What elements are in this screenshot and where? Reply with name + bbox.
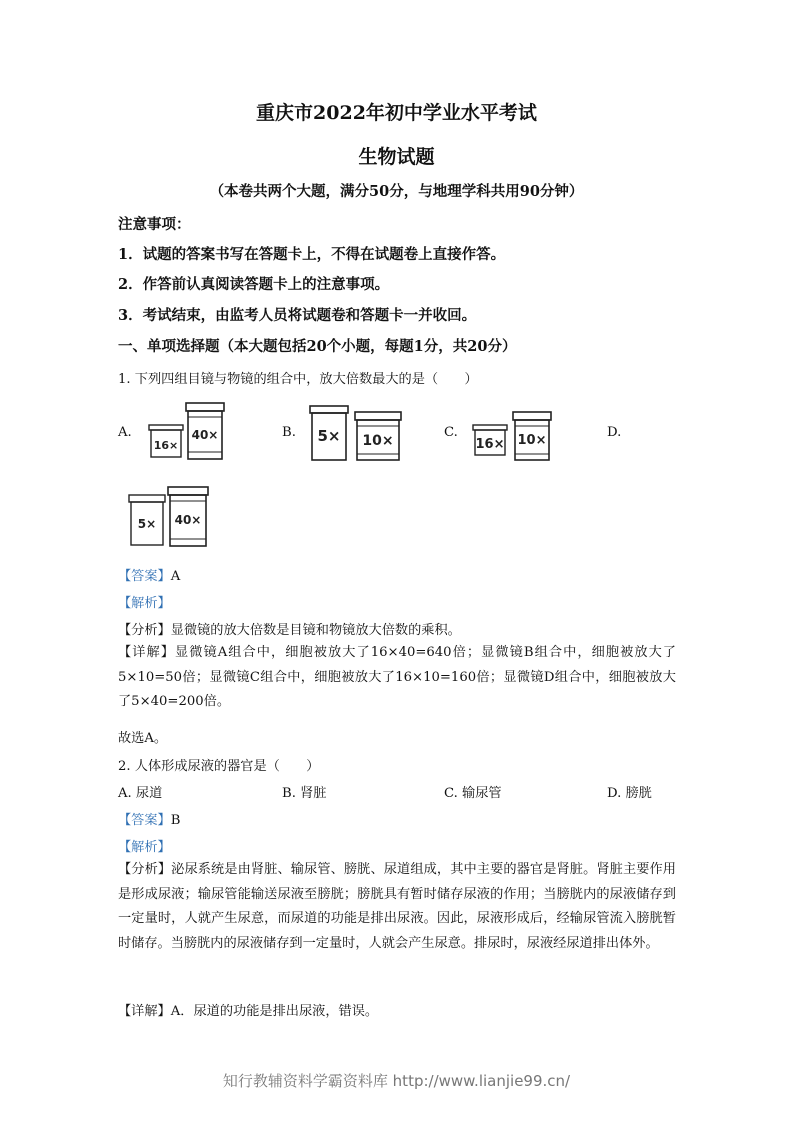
eyepiece-lens-b: [309, 405, 349, 461]
eyepiece-lens-d: [128, 494, 166, 546]
eyepiece-c-label: 16×: [475, 437, 505, 452]
eyepiece-lens-c: [472, 424, 508, 456]
section-heading: 一、单项选择题（本大题包括20个小题，每题1分，共20分）: [118, 338, 517, 355]
objective-c-label: 10×: [517, 433, 547, 448]
answer-tag: 【答案】: [118, 813, 171, 828]
analysis-tag: 【解析】: [118, 596, 171, 611]
q2-option-d: D. 膀胱: [607, 786, 652, 801]
exam-title: 重庆市2022年初中学业水平考试: [256, 102, 537, 124]
objective-lens-a: [185, 402, 225, 460]
instruction-item: 1．试题的答案书写在答题卡上，不得在试题卷上直接作答。: [118, 246, 506, 263]
eyepiece-b-label: 5×: [317, 427, 341, 445]
analysis-tag: 【解析】: [118, 840, 171, 855]
exam-note: （本卷共两个大题，满分50分，与地理学科共用90分钟）: [209, 183, 584, 200]
option-c-label: C.: [444, 425, 458, 440]
exam-subtitle: 生物试题: [358, 146, 435, 168]
objective-b-label: 10×: [362, 433, 394, 449]
analysis-fenxi: 【分析】显微镜的放大倍数是目镜和物镜放大倍数的乘积。: [118, 623, 461, 638]
option-a-label: A.: [118, 425, 132, 440]
analysis-xiangjie: 【详解】A．尿道的功能是排出尿液，错误。: [118, 1004, 379, 1019]
instructions-heading: 注意事项：: [118, 216, 191, 233]
eyepiece-lens-a: [148, 424, 184, 458]
answer-value: B: [170, 813, 181, 828]
instruction-item: 2．作答前认真阅读答题卡上的注意事项。: [118, 276, 390, 293]
question-1-stem: 1. 下列四组目镜与物镜的组合中，放大倍数最大的是（ ）: [118, 372, 478, 387]
q2-option-a: A. 尿道: [118, 786, 163, 801]
q2-option-b: B. 肾脏: [282, 786, 327, 801]
analysis-fenxi: 【分析】泌尿系统是由肾脏、输尿管、膀胱、尿道组成，其中主要的器官是肾脏。肾脏主要作用是形成尿液；输尿管能输送尿液至膀胱；膀胱具有暂时储存尿液的作用；当膀胱内的尿液储存到一定量时，人就产生尿意，而尿道的功能是排出尿液。因此，尿液形成后，经输尿管流入膀胱暂时储存。当膀胱内的尿液储存到一定量时，人就会产生尿意。排尿时，尿液经尿道排出体外。: [118, 862, 676, 951]
eyepiece-d-label: 5×: [137, 517, 157, 531]
footer-watermark: 知行教辅资料学霸资料库 http://www.lianjie99.cn/: [222, 1072, 571, 1090]
question-2-stem: 2. 人体形成尿液的器官是（ ）: [118, 759, 320, 774]
objective-a-label: 40×: [191, 428, 219, 442]
analysis-xiangjie: 【详解】显微镜A组合中，细胞被放大了16×40=640倍；显微镜B组合中，细胞被放大了5×10=50倍；显微镜C组合中，细胞被放大了16×10=160倍；显微镜D组合中，细胞被放大了5×40=200倍。: [118, 645, 676, 710]
objective-lens-c: [512, 411, 552, 461]
objective-lens-b: [354, 411, 402, 461]
option-b-label: B.: [282, 425, 296, 440]
conclusion: 故选A。: [118, 731, 168, 746]
eyepiece-a-label: 16×: [153, 439, 179, 452]
objective-d-label: 40×: [174, 513, 202, 527]
q2-option-c: C. 输尿管: [444, 786, 502, 801]
answer-value: A: [170, 569, 181, 584]
objective-lens-d: [167, 486, 209, 547]
answer-tag: 【答案】: [118, 569, 171, 584]
answer-line: [118, 809, 180, 828]
answer-line: [118, 565, 180, 584]
instruction-item: 3．考试结束，由监考人员将试题卷和答题卡一并收回。: [118, 307, 477, 324]
option-d-label: D.: [607, 425, 622, 440]
